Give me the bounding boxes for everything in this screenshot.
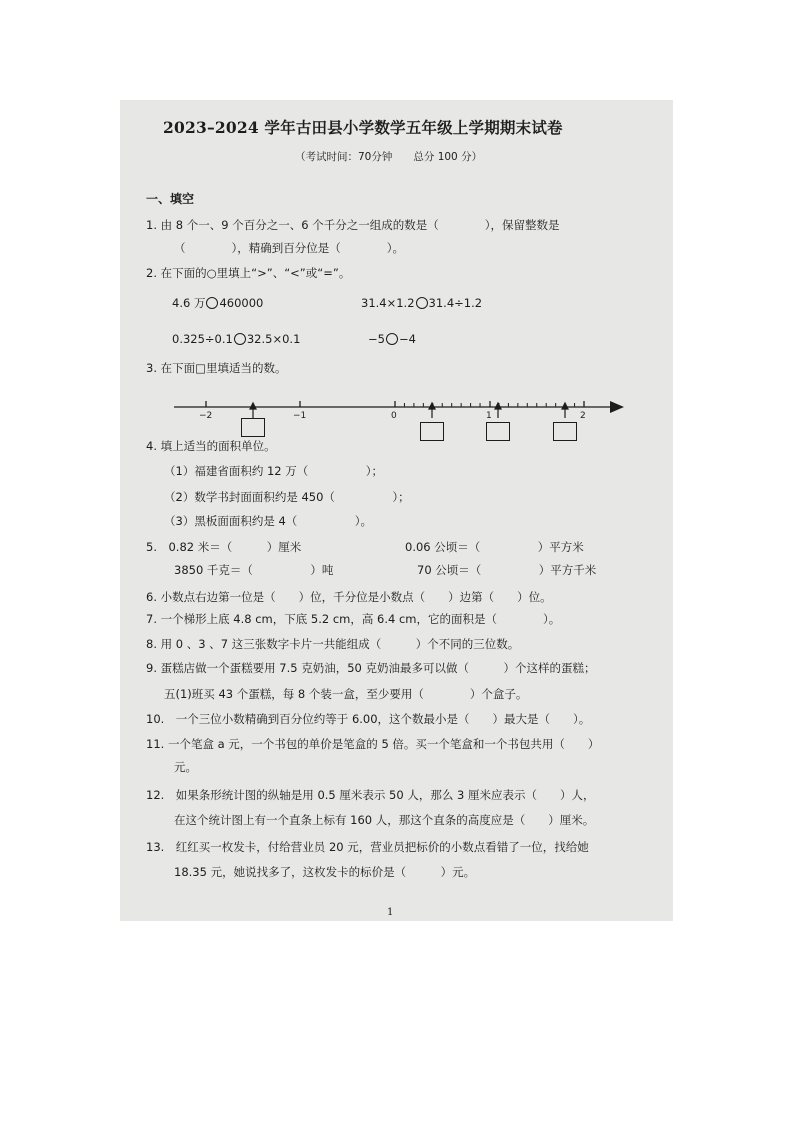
number-line-label-0: 0 bbox=[391, 411, 397, 421]
question-5b: 0.06 公顷＝（ ）平方米 bbox=[405, 540, 584, 554]
exam-title: 2023–2024 学年古田县小学数学五年级上学期期末试卷 bbox=[163, 118, 563, 137]
page-number: 1 bbox=[387, 907, 394, 918]
question-2b-right: 31.4÷1.2 bbox=[428, 296, 483, 310]
pointer-arrow-head bbox=[429, 403, 435, 409]
question-13-line-1: 13. 红红买一枚发卡，付给营业员 20 元，营业员把标价的小数点看错了一位，找给她 bbox=[146, 840, 589, 854]
question-11-line-2: 元。 bbox=[174, 760, 197, 774]
number-line-label-2: 2 bbox=[580, 411, 586, 421]
question-2b-left: 31.4×1.2 bbox=[361, 296, 415, 310]
answer-box[interactable] bbox=[486, 422, 510, 441]
question-5c: 3850 千克＝（ ）吨 bbox=[174, 563, 334, 577]
question-13-line-2: 18.35 元，她说找多了，这枚发卡的标价是（ ）元。 bbox=[174, 865, 476, 879]
question-1-line-2: （ ），精确到百分位是（ ）。 bbox=[174, 241, 404, 255]
question-2a-right: 460000 bbox=[219, 296, 264, 310]
question-9-line-1: 9. 蛋糕店做一个蛋糕要用 7.5 克奶油，50 克奶油最多可以做（ ）个这样的蛋糕； bbox=[146, 661, 596, 675]
question-12-line-2: 在这个统计图上有一个直条上标有 160 人，那这个直条的高度应是（ ）厘米。 bbox=[174, 813, 595, 827]
question-8: 8. 用 0 、3 、7 这三张数字卡片一共能组成（ ）个不同的三位数。 bbox=[146, 637, 520, 651]
pointer-arrow-head bbox=[495, 403, 501, 409]
number-line bbox=[120, 100, 673, 450]
question-1-line-1: 1. 由 8 个一、9 个百分之一、6 个千分之一组成的数是（ ），保留整数是 bbox=[146, 218, 560, 232]
question-2-stem: 2. 在下面的○里填上“>”、“<”或“=”。 bbox=[146, 266, 351, 280]
question-12-line-1: 12. 如果条形统计图的纵轴是用 0.5 厘米表示 50 人，那么 3 厘米应表示（ ）人， bbox=[146, 788, 595, 802]
pointer-arrow-head bbox=[250, 403, 256, 409]
answer-box[interactable] bbox=[241, 418, 265, 437]
question-2c-left: 0.325÷0.1 bbox=[172, 332, 233, 346]
question-4b: （2）数学书封面面积约是 450（ ）； bbox=[164, 490, 410, 504]
question-6: 6. 小数点右边第一位是（ ）位，千分位是小数点（ ）边第（ ）位。 bbox=[146, 590, 552, 604]
question-3-stem: 3. 在下面□里填适当的数。 bbox=[146, 361, 287, 375]
exam-paper bbox=[120, 100, 673, 921]
section-heading: 一、填空 bbox=[146, 192, 195, 206]
question-2a-left: 4.6 万 bbox=[172, 296, 206, 310]
question-10: 10. 一个三位小数精确到百分位约等于 6.00，这个数最小是（ ）最大是（ ）。 bbox=[146, 712, 591, 726]
question-4a: （1）福建省面积约 12 万（ ）； bbox=[164, 464, 384, 478]
number-line-label-neg1: −1 bbox=[293, 411, 307, 421]
question-7: 7. 一个梯形上底 4.8 cm，下底 5.2 cm，高 6.4 cm，它的面积是（ ）。 bbox=[146, 612, 561, 626]
pointer-arrow-head bbox=[562, 403, 568, 409]
question-2c-right: 32.5×0.1 bbox=[246, 332, 301, 346]
number-line-label-neg2: −2 bbox=[199, 411, 213, 421]
answer-box[interactable] bbox=[420, 422, 444, 441]
answer-box[interactable] bbox=[553, 422, 577, 441]
exam-subtitle: （考试时间：70分钟 总分 100 分） bbox=[295, 151, 483, 163]
question-11-line-1: 11. 一个笔盒 a 元，一个书包的单价是笔盒的 5 倍。买一个笔盒和一个书包共用（ ） bbox=[146, 737, 600, 751]
question-9-line-2: 五(1)班买 43 个蛋糕，每 8 个装一盒，至少要用（ ）个盒子。 bbox=[164, 687, 528, 701]
number-line-label-1: 1 bbox=[486, 411, 492, 421]
question-2d-right: −4 bbox=[398, 332, 416, 346]
question-4-stem: 4. 填上适当的面积单位。 bbox=[146, 439, 276, 453]
question-4c: （3）黑板面面积约是 4（ ）。 bbox=[164, 514, 373, 528]
question-2d-left: −5 bbox=[368, 332, 385, 346]
question-5a: 5. 0.82 米＝（ ）厘米 bbox=[146, 540, 302, 554]
question-5d: 70 公顷＝（ ）平方千米 bbox=[417, 563, 597, 577]
